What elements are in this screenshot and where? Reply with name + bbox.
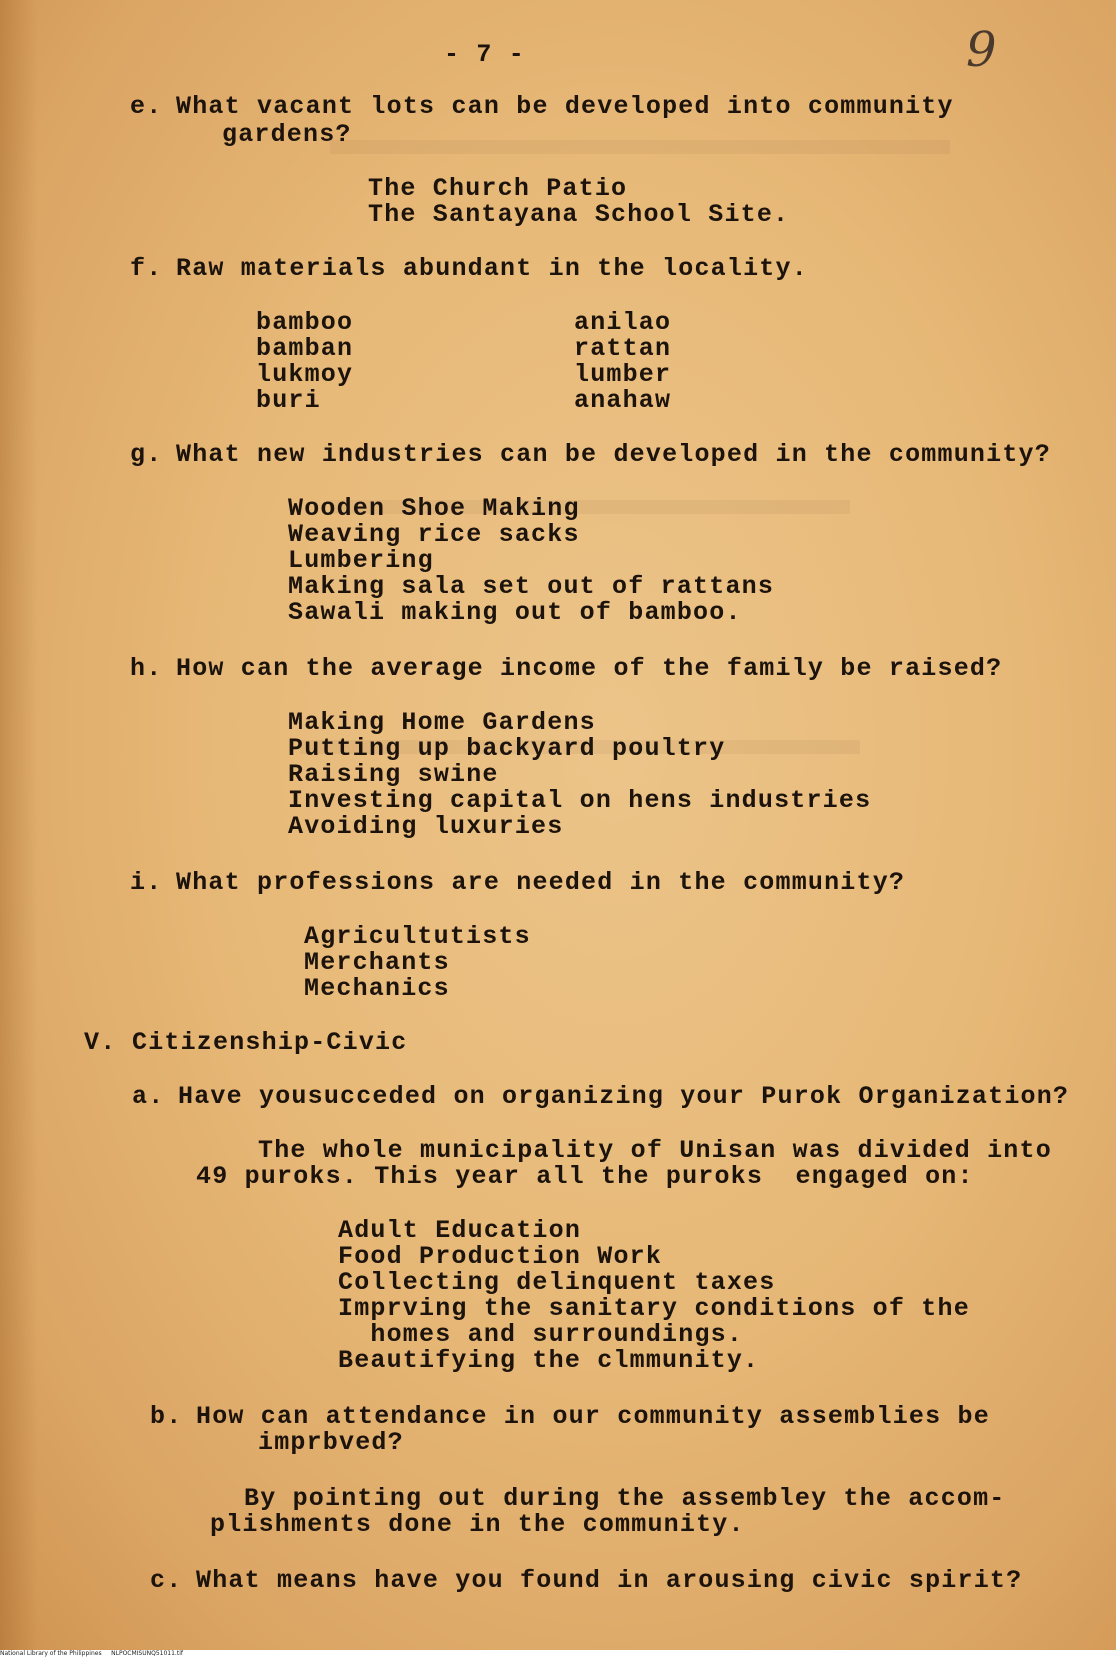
question-label: e. [130, 92, 163, 121]
question-label: i. [130, 868, 163, 897]
question-text: What means have you found in arousing civic spirit? [196, 1566, 1023, 1595]
answer-item: Weaving rice sacks [288, 520, 580, 549]
answer-item: Collecting delinquent taxes [338, 1268, 776, 1297]
answer-item: Agricultutists [304, 922, 531, 951]
question-text: What vacant lots can be developed into community [176, 92, 954, 121]
answer-paragraph: By pointing out during the assembley the accom- [244, 1484, 1006, 1513]
section-title: Citizenship-Civic [132, 1028, 408, 1057]
list-item: bamban [256, 334, 354, 363]
answer-paragraph: 49 puroks. This year all the puroks engaged on: [196, 1162, 974, 1191]
answer-paragraph: The whole municipality of Unisan was divided into [258, 1136, 1052, 1165]
handwritten-page-number: 9 [966, 22, 997, 78]
question-text: What professions are needed in the community? [176, 868, 906, 897]
question-text: Raw materials abundant in the locality. [176, 254, 808, 283]
answer-item: Food Production Work [338, 1242, 663, 1271]
question-text: imprbved? [258, 1428, 404, 1457]
footer-file: NLPOCMISUNQ51011.tif [111, 1650, 183, 1657]
answer-item: Putting up backyard poultry [288, 734, 726, 763]
answer-item: Lumbering [288, 546, 434, 575]
answer-item: Making Home Gardens [288, 708, 596, 737]
answer-item: The Santayana School Site. [368, 200, 790, 229]
question-text: What new industries can be developed in the community? [176, 440, 1051, 469]
answer-item: Mechanics [304, 974, 450, 1003]
answer-item: homes and surroundings. [338, 1320, 744, 1349]
answer-item: Avoiding luxuries [288, 812, 564, 841]
answer-item: Making sala set out of rattans [288, 572, 775, 601]
list-item: lukmoy [256, 360, 354, 389]
question-label: b. [150, 1402, 183, 1431]
answer-item: Adult Education [338, 1216, 582, 1245]
question-label: a. [132, 1082, 165, 1111]
question-label: c. [150, 1566, 183, 1595]
list-item: lumber [574, 360, 672, 389]
show-through-texture [330, 140, 950, 154]
page-number: - 7 - [444, 40, 526, 69]
answer-item: Investing capital on hens industries [288, 786, 872, 815]
question-text: How can attendance in our community assemblies be [196, 1402, 990, 1431]
answer-paragraph: plishments done in the community. [210, 1510, 745, 1539]
question-text: How can the average income of the family be raised? [176, 654, 1003, 683]
question-text: gardens? [222, 120, 352, 149]
answer-item: Beautifying the clmmunity. [338, 1346, 760, 1375]
footer-library: National Library of the Philippines [0, 1650, 102, 1657]
question-label: g. [130, 440, 163, 469]
answer-item: Raising swine [288, 760, 499, 789]
answer-item: Imprving the sanitary conditions of the [338, 1294, 970, 1323]
question-text: Have yousucceded on organizing your Purok Organization? [178, 1082, 1070, 1111]
list-item: bamboo [256, 308, 354, 337]
question-label: f. [130, 254, 163, 283]
answer-item: Wooden Shoe Making [288, 494, 580, 523]
section-label: V. [84, 1028, 117, 1057]
answer-item: The Church Patio [368, 174, 628, 203]
list-item: buri [256, 386, 321, 415]
answer-item: Merchants [304, 948, 450, 977]
list-item: rattan [574, 334, 672, 363]
page-edge-shadow [0, 0, 38, 1650]
question-label: h. [130, 654, 163, 683]
scan-footer [0, 1650, 1116, 1658]
answer-item: Sawali making out of bamboo. [288, 598, 742, 627]
list-item: anilao [574, 308, 672, 337]
list-item: anahaw [574, 386, 672, 415]
